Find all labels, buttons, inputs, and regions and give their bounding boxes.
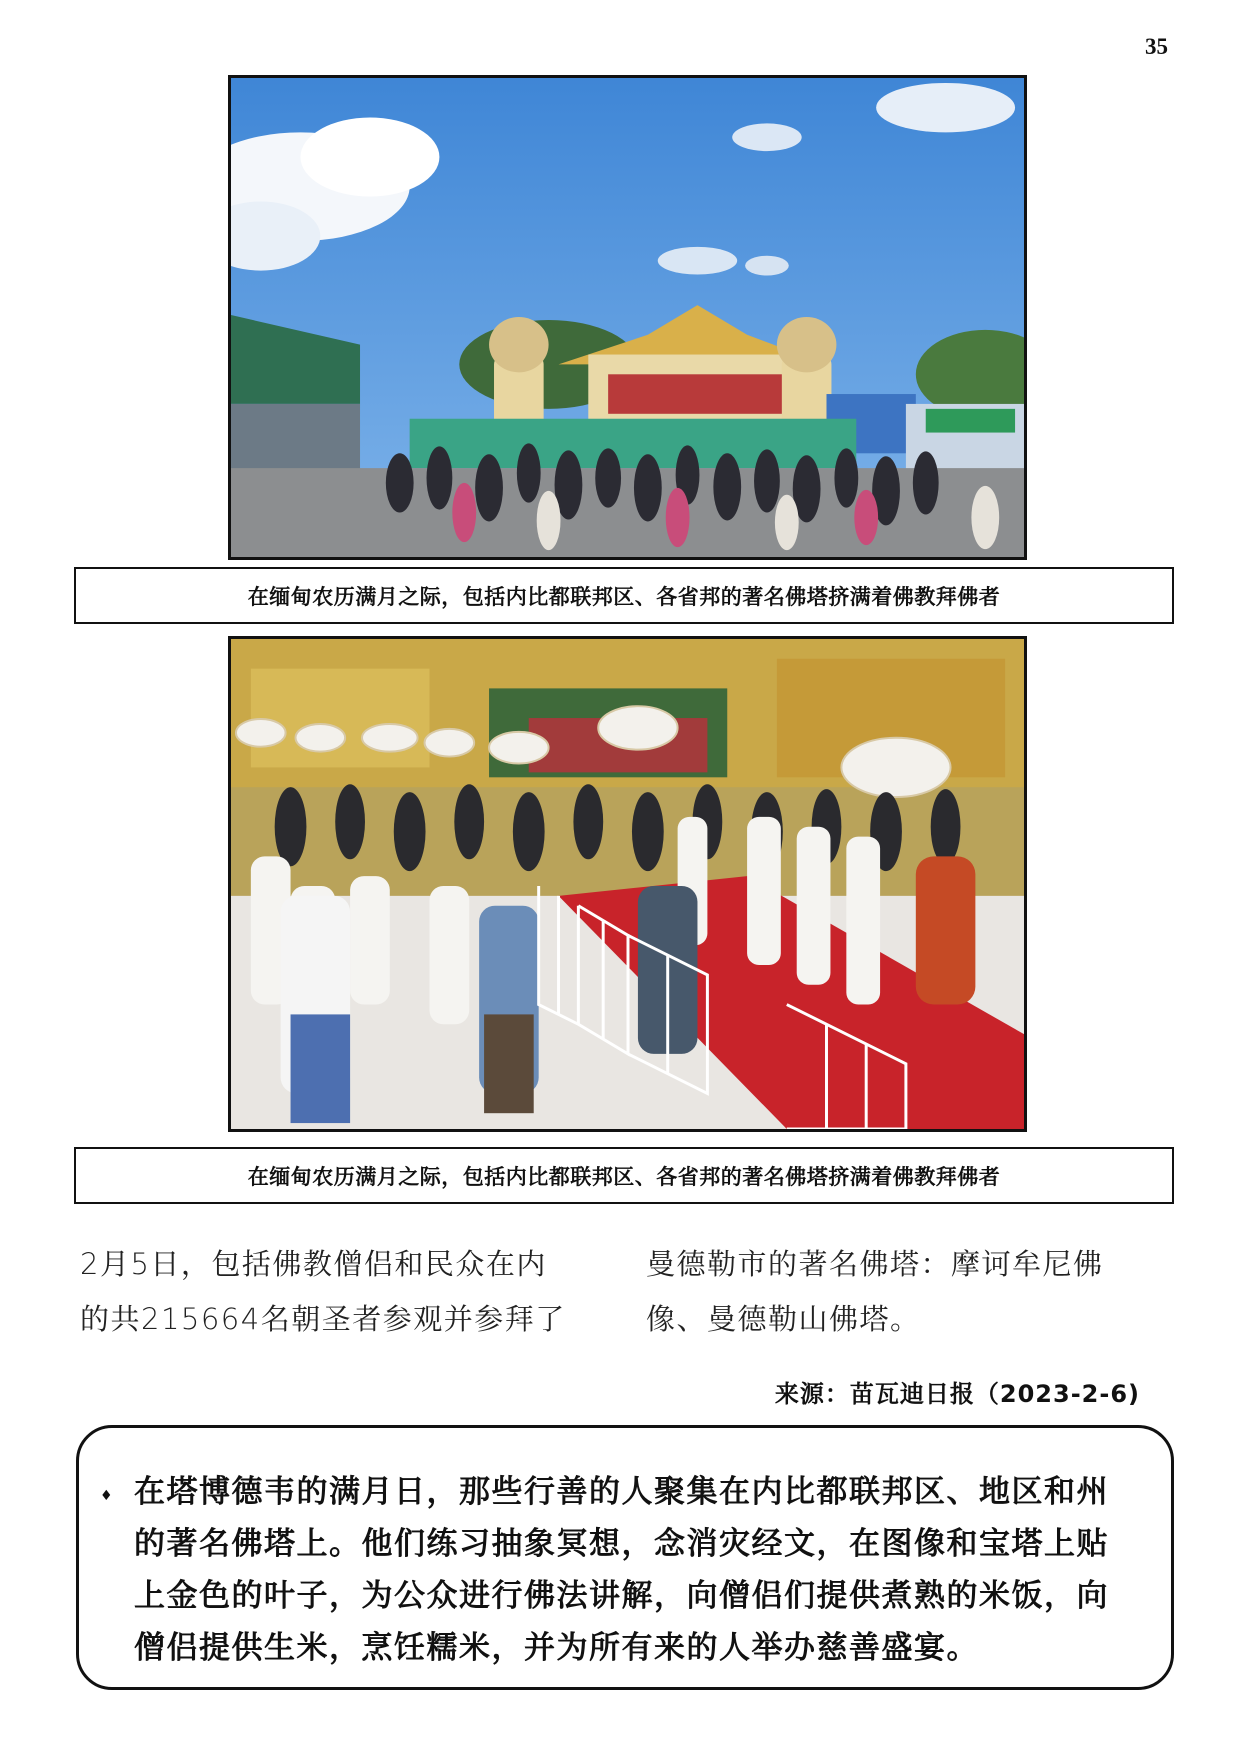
article-line: 像、曼德勒山佛塔。 [646, 1302, 921, 1336]
note-line: 的著名佛塔上。他们练习抽象冥想，念消灾经文，在图像和宝塔上贴 [134, 1526, 1109, 1562]
article-body [80, 1237, 1172, 1347]
pagoda-procession-photo [228, 636, 1027, 1132]
photo-caption: 在缅甸农历满月之际，包括内比都联邦区、各省邦的著名佛塔挤满着佛教拜佛者 [74, 567, 1174, 624]
article-column-right [646, 1237, 1172, 1347]
note-line: 上金色的叶子，为公众进行佛法讲解，向僧侣们提供煮熟的米饭，向 [134, 1578, 1109, 1614]
note-text [134, 1466, 1164, 1674]
photo-caption: 在缅甸农历满月之际，包括内比都联邦区、各省邦的著名佛塔挤满着佛教拜佛者 [74, 1147, 1174, 1204]
source-citation: 来源：苗瓦迪日报（2023-2-6) [774, 1380, 1140, 1408]
article-line: 的共215664名朝圣者参观并参拜了 [80, 1302, 566, 1336]
note-line: 在塔博德韦的满月日，那些行善的人聚集在内比都联邦区、地区和州 [134, 1474, 1109, 1510]
note-line: 僧侣提供生米，烹饪糯米，并为所有来的人举办慈善盛宴。 [134, 1630, 979, 1666]
article-line: 曼德勒市的著名佛塔：摩诃牟尼佛 [646, 1247, 1104, 1281]
page-number: 35 [1145, 34, 1168, 59]
article-column-left [80, 1237, 600, 1347]
pagoda-entrance-photo [228, 75, 1027, 560]
article-line: 2月5日，包括佛教僧侣和民众在内 [80, 1247, 547, 1281]
diamond-bullet-icon: ♦ [100, 1488, 113, 1504]
